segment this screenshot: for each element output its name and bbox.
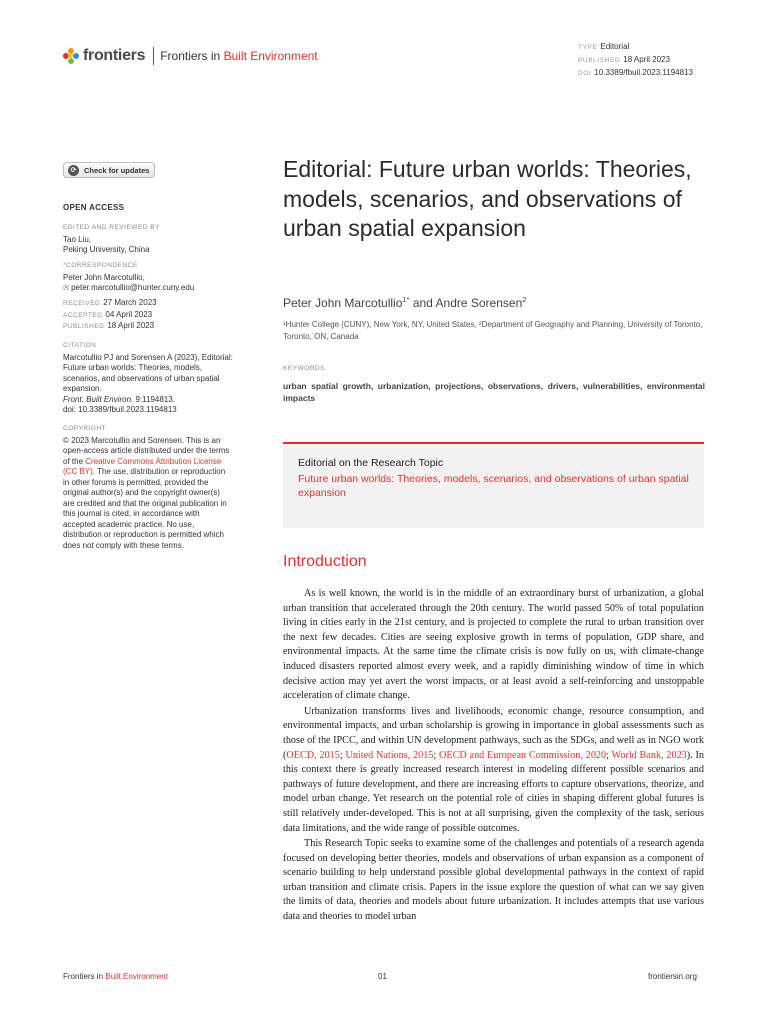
article-meta: [578, 41, 693, 80]
correspondence-section: [63, 261, 238, 295]
cc-by-license-link[interactable]: Creative Commons Attribution License (CC BY): [63, 456, 222, 476]
doi-value[interactable]: 10.3389/fbuil.2023.1194813: [594, 68, 693, 77]
published-value: 18 April 2023: [107, 321, 155, 330]
check-for-updates-button[interactable]: [63, 162, 155, 178]
published-label: PUBLISHED: [578, 57, 621, 64]
p2-text-a: Urbanization transforms lives and livelihoods, economic change, resource consumption, and environmental impacts, and urban scholarship is growing in importance in global assessments such as those of the IPCC, and within UN development pathways, such as the SDGs, and well as in NGO work (: [283, 705, 704, 761]
type-value: Editorial: [600, 42, 630, 51]
footer-journal-name: Built Environment: [105, 972, 168, 981]
paragraph-1: As is well known, the world is in the middle of an extraordinary burst of urbanization, a global urban transition that accelerated through the 20th century. The world passed 50% of total population living in cities early in the 21st century, and is projected to complete the rural to urban transition over the next few decades. Cities are seeing explosive growth in terms of population, GDP share, and environmental impacts. At the same time the climate crisis is now fully on us, with climate-change induced disasters reported almost every week, and a rapidly diminishing window of time in which decisive action may yet avert the worst impacts, or at least avoid a self-reinforcing and unstoppable acceleration of climate change.: [283, 588, 704, 702]
citation-journal: Front. Built Environ.: [63, 394, 134, 404]
brand-name: frontiers: [83, 47, 146, 64]
edited-label: EDITED AND REVIEWED BY: [63, 224, 160, 231]
article-title: Editorial: Future urban worlds: Theories, models, scenarios, and observations of urban spatial expansion: [283, 156, 692, 241]
frontiers-logo-icon: [63, 48, 79, 64]
ref-oecd-ec-2020[interactable]: OECD and European Commission, 2020: [439, 749, 607, 761]
p2-text-b: ). In this context there is greatly increased research interest in modeling different possible scenarios and pathways of future development, and there are increasing efforts to capture observations, theorize, and model urban change. Yet research on the potential role of cities in shaping different global futures is still relatively under-developed. This is not at all surprising, given the complexity of the task, serious data limitations, and the wide range of possible outcomes.: [283, 749, 704, 834]
copyright-section: [63, 424, 233, 551]
author-1[interactable]: Peter John Marcotullio: [283, 296, 403, 310]
published-value: 18 April 2023: [623, 55, 670, 64]
introduction-heading: Introduction: [283, 553, 367, 570]
citation-text: Marcotullio PJ and Sorensen A (2023), Editorial: Future urban worlds: Theories, models, scenarios, and observations of urban spatial expansion.: [63, 352, 233, 393]
type-label: TYPE: [578, 44, 598, 51]
doi-label: DOI: [578, 70, 592, 77]
ref-world-bank-2023[interactable]: World Bank, 2023: [611, 749, 687, 761]
copyright-pre: © 2023 Marcotullio and Sorensen. This is an open-access article distributed under the terms of the: [63, 435, 230, 466]
authors: [283, 295, 526, 310]
paragraph-2: Urbanization transforms lives and livelihoods, economic change, resource consumption, and environmental impacts, and urban scholarship is growing in importance in global assessments such as those of the IPCC, and within UN development pathways, such as the SDGs, and well as in NGO work (OECD, 2015; United Nations, 2015; OECD and European Commission, 2020; World Bank, 2023). In this context there is greatly increased research interest in modeling different possible scenarios and pathways of future development, and there are increasing efforts to capture observations, theorize, and model urban change. Yet research on the potential role of cities in shaping different global futures is still relatively under-developed. This is not at all surprising, given the complexity of the task, serious data limitations, and the wide range of possible outcomes.: [283, 705, 704, 834]
author-2-sup: 2: [522, 295, 527, 304]
copyright-post: . The use, distribution or reproduction in other forums is permitted, provided the original author(s) and the copyright owner(s) are credited and that the original publication in this journal is cited, in accordance with accepted academic practice. No use, distribution or reproduction is permitted which does not comply with these terms.: [63, 467, 227, 550]
check-for-updates-label: Check for updates: [84, 165, 150, 175]
correspondence-email[interactable]: peter.marcotullio@hunter.cuny.edu: [71, 283, 195, 292]
affiliations: ¹Hunter College (CUNY), New York, NY, United States, ²Department of Geography and Planning, University of Toronto, Toronto, ON, Canada: [283, 320, 703, 341]
citation-volume: 9:1194813.: [135, 394, 175, 404]
paragraph-3: This Research Topic seeks to examine some of the challenges and potentials of a research agenda focused on developing better theories, models and observations of urban expansion as a component of scenario building to help understand possible global developmental pathways in the context of rapid urban transition and climate crisis. Papers in the issue explore the question of what can we say given the limits of data, theories and models about future urbanization. It includes attempts that use various data and theories to model urban: [283, 838, 704, 923]
open-access-label: OPEN ACCESS: [63, 203, 125, 212]
ref-un-2015[interactable]: United Nations, 2015: [345, 749, 434, 761]
author-2[interactable]: and Andre Sorensen: [412, 296, 523, 310]
correspondence-name: Peter John Marcotullio,: [63, 272, 145, 282]
received-label: RECEIVED: [63, 300, 101, 307]
received-value: 27 March 2023: [103, 298, 157, 307]
published-label: PUBLISHED: [63, 323, 105, 330]
journal-title: [160, 49, 317, 63]
author-1-sup: 1*: [402, 295, 410, 304]
journal-name: Built Environment: [223, 49, 318, 63]
footer-site-link[interactable]: frontiersin.org: [648, 972, 697, 981]
research-topic-link[interactable]: Future urban worlds: Theories, models, scenarios, and observations of urban spatial expansion: [298, 473, 689, 499]
dates-section: [63, 298, 238, 333]
edited-by-section: [63, 223, 238, 256]
frontiers-logo[interactable]: [63, 47, 318, 65]
journal-prefix: Frontiers in: [160, 49, 221, 63]
research-topic-box: [283, 442, 704, 528]
citation-doi[interactable]: doi: 10.3389/fbuil.2023.1194813: [63, 405, 177, 414]
citation-section: [63, 341, 233, 416]
keywords: urban spatial growth, urbanization, projections, observations, drivers, vulnerabilities, environmental impacts: [283, 381, 705, 403]
editor-affiliation: Peking University, China: [63, 245, 150, 254]
copyright-label: COPYRIGHT: [63, 425, 107, 432]
refresh-icon: ⟳: [68, 165, 79, 176]
accepted-label: ACCEPTED: [63, 311, 103, 319]
copyright-text: [63, 436, 233, 552]
accepted-value: 04 April 2023: [105, 309, 153, 319]
citation-label: CITATION: [63, 342, 97, 349]
keywords-label: KEYWORDS: [283, 365, 325, 372]
ref-oecd-2015[interactable]: OECD, 2015: [286, 749, 340, 761]
article-body: [283, 587, 704, 926]
footer-journal: [63, 972, 168, 981]
footer-journal-prefix: Frontiers in: [63, 972, 104, 981]
correspondence-label: *CORRESPONDENCE: [63, 262, 138, 269]
research-topic-heading: Editorial on the Research Topic: [298, 457, 444, 469]
logo-divider: [153, 47, 154, 65]
page-number: 01: [378, 972, 387, 981]
email-icon: ✉: [63, 285, 69, 292]
editor-name: Tao Liu,: [63, 234, 92, 244]
